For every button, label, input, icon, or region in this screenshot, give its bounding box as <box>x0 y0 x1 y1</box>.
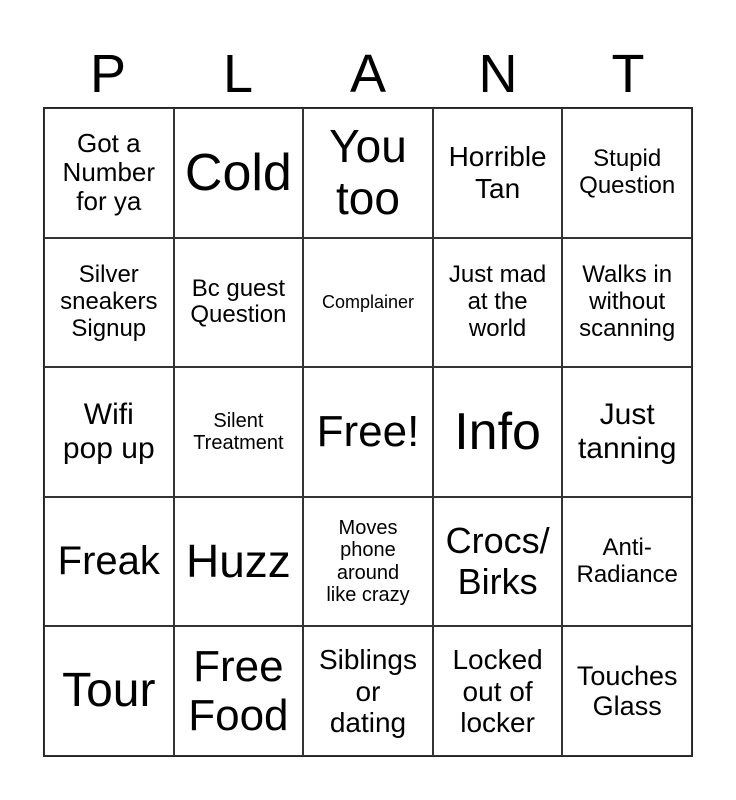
bingo-cell-r3-c5[interactable] <box>562 367 692 497</box>
cell-text: Moves phone around like crazy <box>326 516 410 606</box>
header-letter-l: L <box>222 44 254 104</box>
bingo-cell-r5-c4[interactable] <box>433 626 563 756</box>
cell-text: Bc guest Question <box>190 274 287 329</box>
header-letter-t: T <box>611 44 645 104</box>
cell-text: You too <box>329 120 407 224</box>
bingo-cell-r5-c3[interactable] <box>303 626 433 756</box>
cell-text: Just tanning <box>577 398 677 465</box>
bingo-cell-r5-c2[interactable] <box>174 626 304 756</box>
bingo-cell-r2-c4[interactable] <box>433 238 563 368</box>
cell-text: Touches Glass <box>576 660 678 722</box>
cell-text: Free! <box>316 407 420 457</box>
bingo-cell-r3-c4[interactable] <box>433 367 563 497</box>
bingo-cell-r3-c3[interactable] <box>303 367 433 497</box>
cell-text: Silver sneakers Signup <box>60 261 158 342</box>
header-letter-n: N <box>478 44 518 104</box>
bingo-cell-r4-c4[interactable] <box>433 497 563 627</box>
bingo-cell-r4-c5[interactable] <box>562 497 692 627</box>
cell-text: Stupid Question <box>579 144 676 199</box>
bingo-cell-r1-c3[interactable] <box>303 108 433 238</box>
cell-text: Locked out of locker <box>452 644 543 738</box>
cell-text: Complainer <box>321 292 415 313</box>
cell-text: Crocs/ Birks <box>445 520 550 602</box>
cell-text: Info <box>454 402 541 461</box>
bingo-cell-r4-c3[interactable] <box>303 497 433 627</box>
bingo-cell-r1-c4[interactable] <box>433 108 563 238</box>
header-letter-p: P <box>89 44 127 104</box>
bingo-cell-r2-c5[interactable] <box>562 238 692 368</box>
header-letter-a: A <box>349 44 387 104</box>
bingo-cell-r5-c1[interactable] <box>44 626 174 756</box>
bingo-cell-r2-c1[interactable] <box>44 238 174 368</box>
cell-text: Cold <box>184 143 292 202</box>
bingo-cell-r3-c1[interactable] <box>44 367 174 497</box>
bingo-cell-r2-c3[interactable] <box>303 238 433 368</box>
bingo-cell-r2-c2[interactable] <box>174 238 304 368</box>
bingo-header <box>43 40 693 108</box>
bingo-cell-r5-c5[interactable] <box>562 626 692 756</box>
cell-text: Anti- Radiance <box>576 533 678 588</box>
cell-text: Wifi pop up <box>62 398 155 465</box>
cell-text: Siblings or dating <box>318 644 418 738</box>
bingo-cell-r4-c1[interactable] <box>44 497 174 627</box>
bingo-board <box>43 107 693 757</box>
bingo-cell-r1-c2[interactable] <box>174 108 304 238</box>
cell-text: Silent Treatment <box>193 409 284 454</box>
cell-text: Free Food <box>188 641 289 741</box>
bingo-cell-r3-c2[interactable] <box>174 367 304 497</box>
cell-text: Just mad at the world <box>448 261 547 342</box>
cell-text: Horrible Tan <box>448 141 547 204</box>
cell-text: Walks in without scanning <box>579 261 676 342</box>
cell-text: Huzz <box>185 534 291 587</box>
bingo-cell-r1-c5[interactable] <box>562 108 692 238</box>
cell-text: Freak <box>57 539 160 584</box>
cell-text: Tour <box>62 664 156 718</box>
bingo-cell-r1-c1[interactable] <box>44 108 174 238</box>
bingo-cell-r4-c2[interactable] <box>174 497 304 627</box>
cell-text: Got a Number for ya <box>62 128 156 217</box>
